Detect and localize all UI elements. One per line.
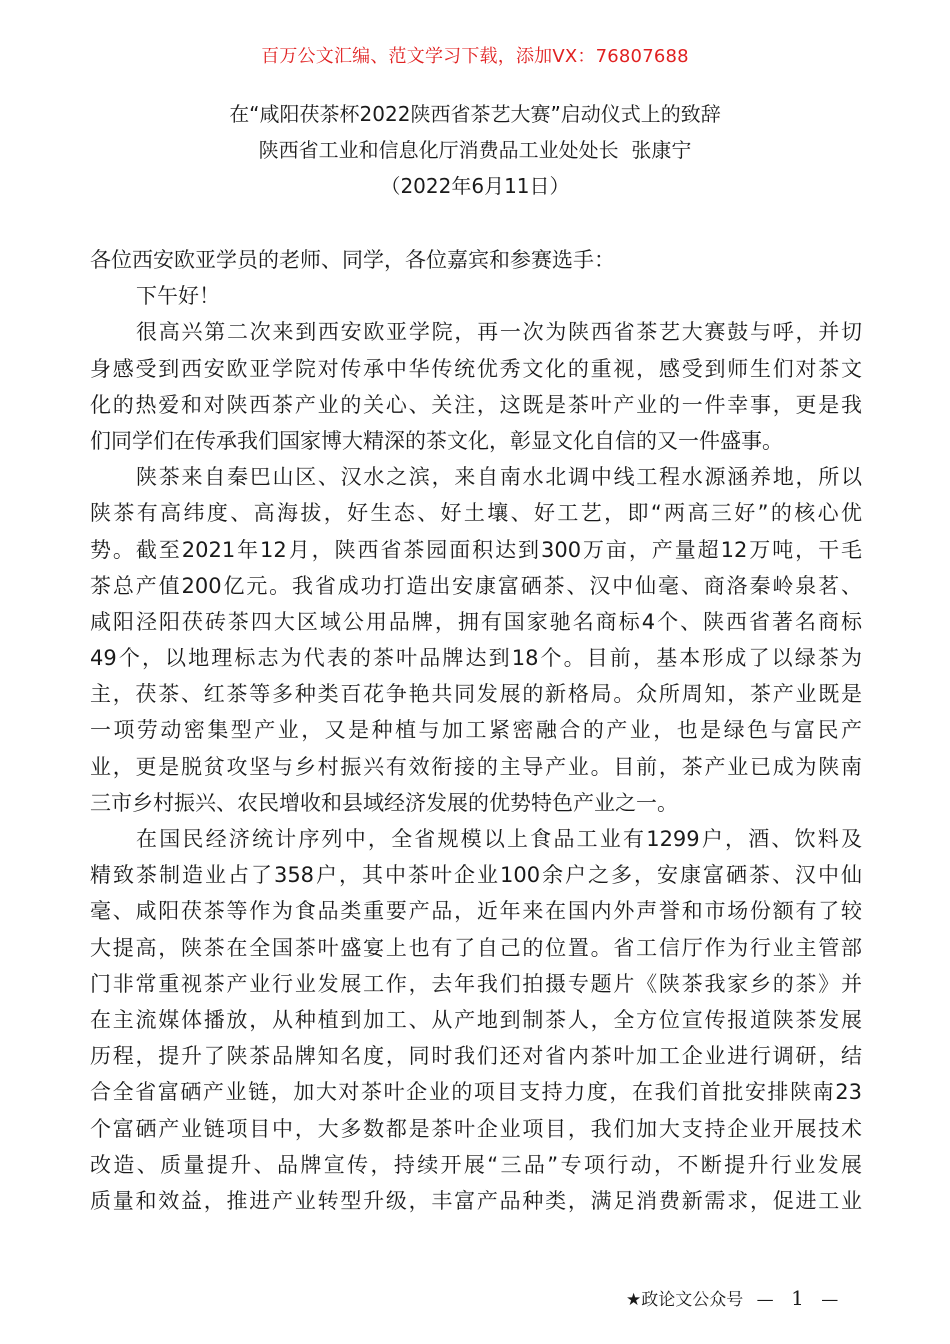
paragraph-1-line: 化的热爱和对陕西茶产业的关心、关注，这既是茶叶产业的一件幸事，更是我 (90, 392, 862, 417)
paragraph-2-line: 业，更是脱贫攻坚与乡村振兴有效衔接的主导产业。目前，茶产业已成为陕南 (90, 754, 862, 779)
watermark-text: 百万公文汇编、范文学习下载，添加VX：76807688 (261, 46, 689, 67)
paragraph-3-line: 在主流媒体播放，从种植到加工、从产地到制茶人，全方位宣传报道陕茶发展 (90, 1007, 862, 1032)
paragraph-2-line: 一项劳动密集型产业，又是种植与加工紧密融合的产业，也是绿色与富民产 (90, 718, 862, 743)
paragraph-1-line: 们同学们在传承我们国家博大精深的茶文化，彰显文化自信的又一件盛事。 (90, 428, 783, 453)
speech-date: （2022年6月11日） (380, 174, 570, 198)
paragraph-2-line: 主，茯茶、红茶等多种类百花争艳共同发展的新格局。众所周知，茶产业既是 (90, 682, 862, 707)
paragraph-1-line: 很高兴第二次来到西安欧亚学院，再一次为陕西省茶艺大赛鼓与呼，并切 (136, 320, 862, 345)
watermark-banner (0, 44, 950, 70)
speech-title-block (0, 96, 950, 204)
paragraph-3-line: 毫、咸阳茯茶等作为食品类重要产品，近年来在国内外声誉和市场份额有了较 (90, 899, 862, 924)
page-footer (626, 1286, 846, 1312)
greeting: 下午好！ (136, 284, 220, 309)
paragraph-2-line: 咸阳泾阳茯砖茶四大区域公用品牌，拥有国家驰名商标4个、陕西省著名商标 (90, 609, 862, 634)
footer-dash-left: — (756, 1290, 774, 1310)
paragraph-3-line: 合全省富硒产业链，加大对茶叶企业的项目支持力度，在我们首批安排陕南23 (90, 1080, 862, 1105)
paragraph-3-line: 个富硒产业链项目中，大多数都是茶叶企业项目，我们加大支持企业开展技术 (90, 1116, 862, 1141)
paragraph-3-line: 改造、质量提升、品牌宣传，持续开展“三品”专项行动，不断提升行业发展 (90, 1152, 862, 1177)
paragraph-3-line: 质量和效益，推进产业转型升级，丰富产品种类，满足消费新需求，促进工业 (90, 1188, 862, 1213)
salutation: 各位西安欧亚学员的老师、同学，各位嘉宾和参赛选手： (90, 248, 615, 272)
speech-body (90, 242, 862, 1219)
paragraph-2-line: 势。截至2021年12月，陕西省茶园面积达到300万亩，产量超12万吨，干毛 (90, 537, 862, 562)
paragraph-3-line: 在国民经济统计序列中，全省规模以上食品工业有1299户，酒、饮料及 (136, 827, 862, 851)
speaker-line: 陕西省工业和信息化厅消费品工业处处长 张康宁 (258, 138, 692, 162)
footer-source-label: ★政论文公众号 (626, 1290, 744, 1310)
paragraph-2-line: 49个，以地理标志为代表的茶叶品牌达到18个。目前，基本形成了以绿茶为 (90, 646, 862, 671)
paragraph-2-line: 陕茶来自秦巴山区、汉水之滨，来自南水北调中线工程水源涵养地，所以 (136, 465, 862, 490)
page-number: 1 (791, 1286, 804, 1310)
paragraph-2-line: 三市乡村振兴、农民增收和县域经济发展的优势特色产业之一。 (90, 790, 678, 815)
paragraph-3-line: 门非常重视茶产业行业发展工作，去年我们拍摄专题片《陕茶我家乡的茶》并 (90, 971, 862, 996)
paragraph-2-line: 茶总产值200亿元。我省成功打造出安康富硒茶、汉中仙毫、商洛秦岭泉茗、 (90, 573, 862, 598)
paragraph-3-line: 历程，提升了陕茶品牌知名度，同时我们还对省内茶叶加工企业进行调研，结 (90, 1044, 862, 1069)
paragraph-2-line: 陕茶有高纬度、高海拔，好生态、好土壤、好工艺，即“两高三好”的核心优 (90, 501, 862, 526)
paragraph-3-line: 精致茶制造业占了358户，其中茶叶企业100余户之多，安康富硒茶、汉中仙 (90, 863, 862, 888)
paragraph-1-line: 身感受到西安欧亚学院对传承中华传统优秀文化的重视，感受到师生们对茶文 (90, 356, 862, 381)
footer-dash-right: — (821, 1290, 839, 1310)
speech-title: 在“咸阳茯茶杯2022陕西省茶艺大赛”启动仪式上的致辞 (229, 102, 721, 126)
paragraph-3-line: 大提高，陕茶在全国茶叶盛宴上也有了自己的位置。省工信厅作为行业主管部 (90, 935, 862, 960)
